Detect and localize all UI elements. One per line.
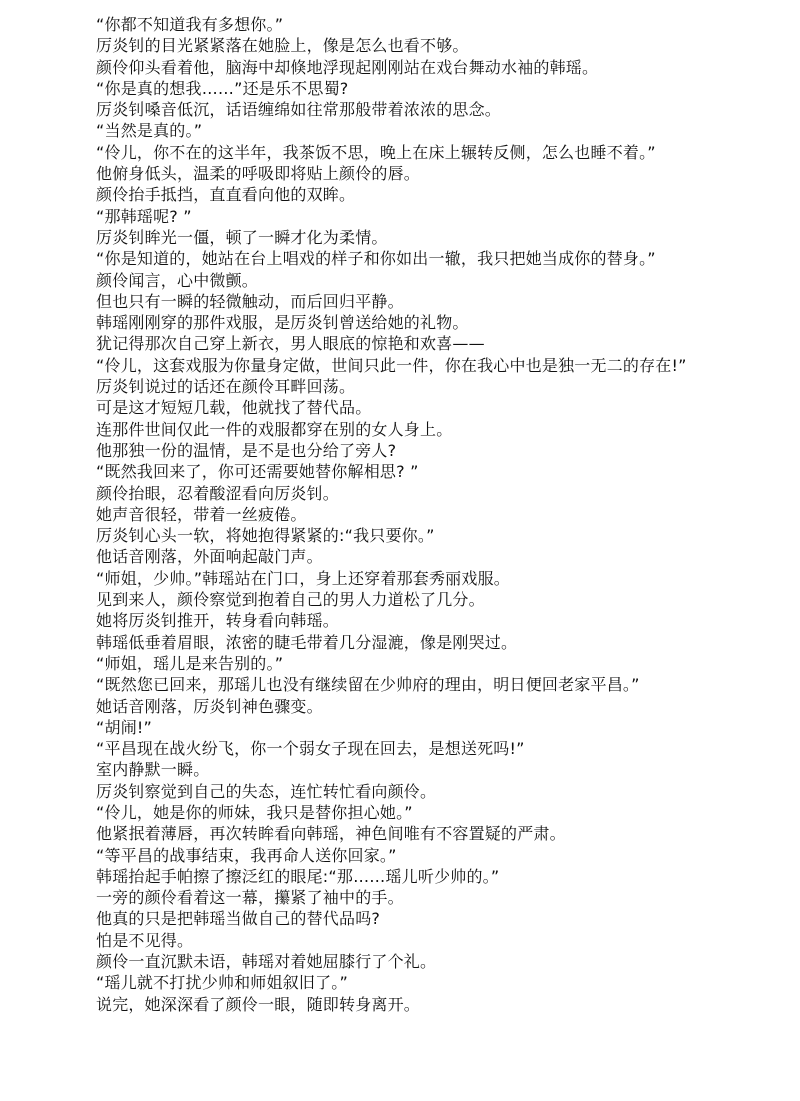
text-line: “既然我回来了，你可还需要她替你解相思? ” (96, 462, 419, 482)
text-line: 见到来人，颜伶察觉到抱着自己的男人力道松了几分。 (96, 590, 485, 610)
text-line: 她话音刚落，厉炎钊神色骤变。 (96, 696, 323, 716)
text-line: 他紧抿着薄唇，再次转眸看向韩瑶，神色间唯有不容置疑的严肃。 (96, 824, 566, 844)
text-line: 室内静默一瞬。 (96, 760, 210, 780)
text-line: “那韩瑶呢? ” (96, 206, 192, 226)
text-line: 犹记得那次自己穿上新衣，男人眼底的惊艳和欢喜—— (96, 334, 485, 354)
text-line: “等平昌的战事结束，我再命人送你回家。” (96, 845, 397, 865)
text-line: “伶儿，她是你的师妹，我只是替你担心她。” (96, 802, 413, 822)
text-line: “师姐，少帅。”韩瑶站在门口，身上还穿着那套秀丽戏服。 (96, 568, 510, 588)
text-line: 说完，她深深看了颜伶一眼，随即转身离开。 (96, 994, 421, 1014)
text-line: 厉炎钊说过的话还在颜伶耳畔回荡。 (96, 377, 356, 397)
text-line: 他俯身低头，温柔的呼吸即将贴上颜伶的唇。 (96, 164, 421, 184)
text-line: 颜伶仰头看着他，脑海中却倏地浮现起刚刚站在戏台舞动水袖的韩瑶。 (96, 57, 599, 77)
text-line: 厉炎钊的目光紧紧落在她脸上，像是怎么也看不够。 (96, 36, 469, 56)
text-line: “平昌现在战火纷飞，你一个弱女子现在回去，是想送死吗!” (96, 739, 525, 759)
text-line: 韩瑶低垂着眉眼，浓密的睫毛带着几分湿漉，像是刚哭过。 (96, 632, 518, 652)
text-line: “既然您已回来，那瑶儿也没有继续留在少帅府的理由，明日便回老家平昌。” (96, 675, 640, 695)
text-line: “你都不知道我有多想你。” (96, 15, 284, 34)
text-line: “伶儿，你不在的这半年，我茶饭不思，晚上在床上辗转反侧，怎么也睡不着。” (96, 142, 656, 162)
text-line: 韩瑶刚刚穿的那件戏服，是厉炎钊曾送给她的礼物。 (96, 313, 469, 333)
text-line: “师姐，瑶儿是来告别的。” (96, 653, 284, 673)
text-line: 她声音很轻，带着一丝疲倦。 (96, 504, 307, 524)
text-line: “当然是真的。” (96, 121, 203, 141)
text-line: 怕是不见得。 (96, 930, 194, 950)
text-line: “你是知道的，她站在台上唱戏的样子和你如出一辙，我只把她当成你的替身。” (96, 249, 656, 269)
text-line: “瑶儿就不打扰少帅和师姐叙旧了。” (96, 973, 348, 993)
text-line: 一旁的颜伶看着这一幕，攥紧了袖中的手。 (96, 888, 404, 908)
text-line: 厉炎钊嗓音低沉，话语缠绵如往常那般带着浓浓的思念。 (96, 100, 502, 120)
text-line: 厉炎钊心头一软，将她抱得紧紧的:“我只要你。” (96, 526, 435, 546)
text-line: 厉炎钊察觉到自己的失态，连忙转忙看向颜伶。 (96, 781, 437, 801)
text-line: 她将厉炎钊推开，转身看向韩瑶。 (96, 611, 340, 631)
text-line: 他话音刚落，外面响起敲门声。 (96, 547, 323, 567)
text-line: 但也只有一瞬的轻微触动，而后回归平静。 (96, 291, 404, 311)
text-line: “你是真的想我……”还是乐不思蜀? (96, 78, 349, 98)
text-line: 厉炎钊眸光一僵，顿了一瞬才化为柔情。 (96, 227, 388, 247)
text-line: “胡闹!” (96, 717, 152, 737)
text-line: 他真的只是把韩瑶当做自己的替代品吗? (96, 909, 381, 929)
text-line: 他那独一份的温情，是不是也分给了旁人? (96, 440, 397, 460)
text-line: “伶儿，这套戏服为你量身定做，世间只此一件，你在我心中也是独一无二的存在!” (96, 355, 687, 375)
text-line: 颜伶一直沉默未语，韩瑶对着她屈膝行了个礼。 (96, 952, 437, 972)
text-line: 颜伶抬眼，忍着酸涩看向厉炎钊。 (96, 483, 340, 503)
text-line: 韩瑶抬起手帕擦了擦泛红的眼尾:“那……瑶儿听少帅的。” (96, 866, 500, 886)
text-line: 可是这才短短几载，他就找了替代品。 (96, 398, 372, 418)
text-line: 颜伶闻言，心中微颤。 (96, 270, 259, 290)
text-line: 连那件世间仅此一件的戏服都穿在别的女人身上。 (96, 419, 453, 439)
text-line: 颜伶抬手抵挡，直直看向他的双眸。 (96, 185, 356, 205)
